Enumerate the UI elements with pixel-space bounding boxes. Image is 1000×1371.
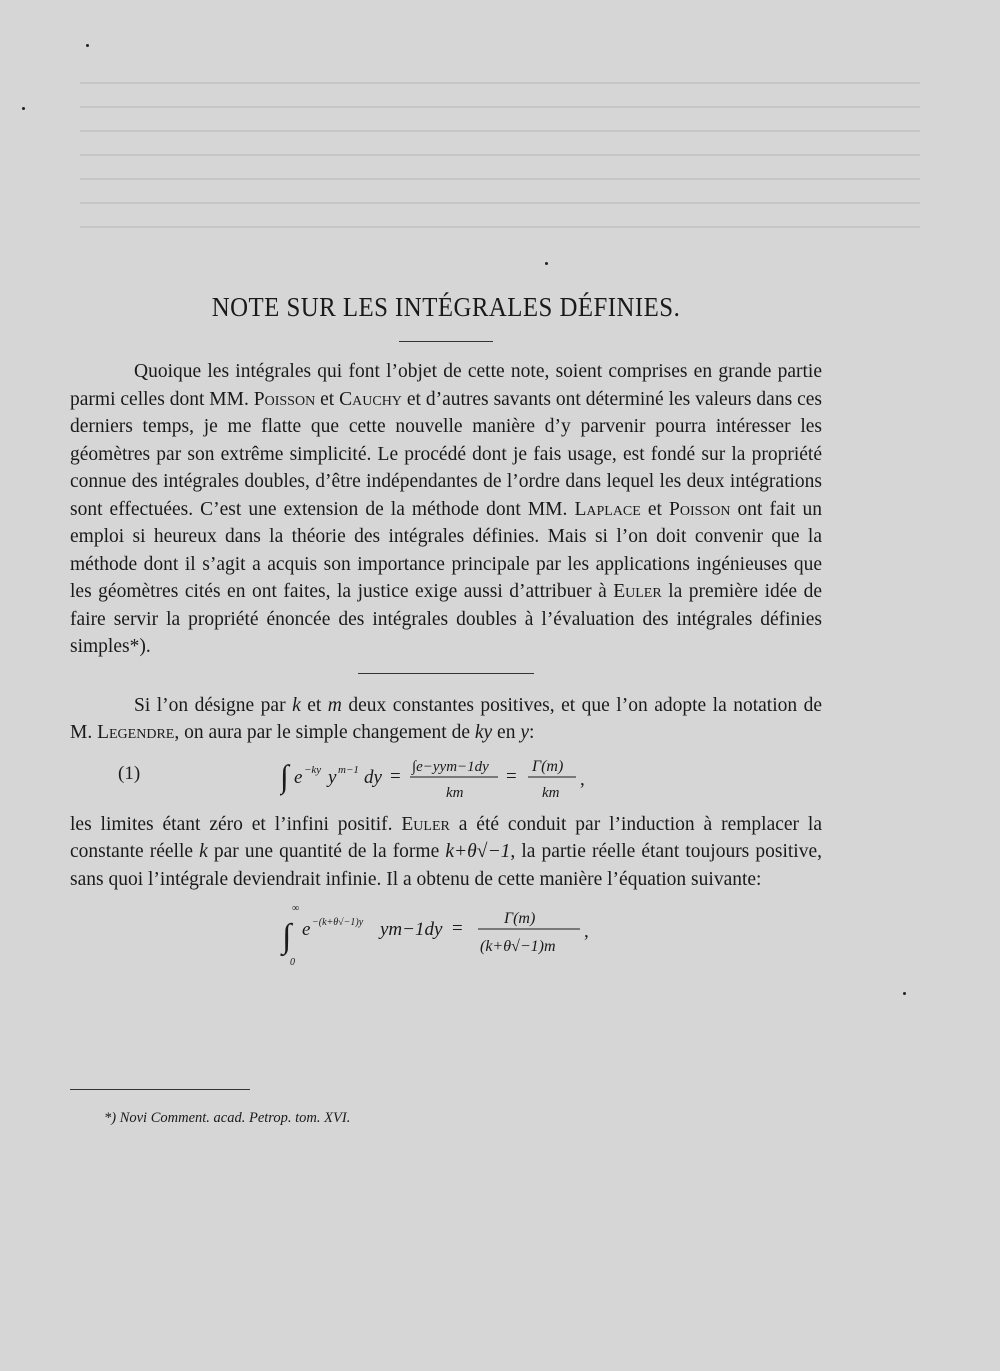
text-run: Si l’on désigne par	[134, 694, 293, 716]
name-laplace: Laplace	[574, 498, 641, 520]
svg-text:y: y	[328, 766, 337, 788]
svg-text:e: e	[294, 766, 303, 788]
title-divider	[399, 341, 493, 342]
name-cauchy: Cauchy	[339, 388, 402, 410]
integral-sign: ∫	[280, 757, 289, 794]
text-run: :	[528, 722, 535, 743]
text-run: ont fait un emploi si heureux dans la théorie des intégrales définies. Mais si l’on doit convenir que la méthode dont il s’agit a acquis son importance principale par les applications ingénieuses que les géomètres cités en ont faites, la justice exige aussi d’attribuer à	[70, 498, 822, 602]
svg-text:=: =	[506, 765, 517, 787]
svg-text:km: km	[542, 784, 560, 801]
svg-text:−ky: −ky	[304, 763, 322, 776]
svg-text:=: =	[452, 918, 463, 939]
footnote: *) Novi Comment. acad. Petrop. tom. XVI.	[104, 1110, 351, 1126]
equation-2	[70, 897, 822, 967]
svg-text:0: 0	[290, 957, 295, 967]
svg-text:ym−1dy: ym−1dy	[380, 919, 443, 940]
math-k: k	[199, 841, 208, 862]
svg-text:m−1: m−1	[338, 763, 359, 776]
math-m: m	[327, 694, 342, 716]
paragraph-intro	[70, 358, 822, 661]
text-run: en	[492, 722, 521, 743]
paragraph-euler	[70, 811, 822, 894]
footnote-rule	[70, 1089, 250, 1090]
svg-text:∞: ∞	[292, 903, 300, 914]
text-run: , on aura par le simple changement de	[174, 722, 475, 743]
text-run: a été conduit par l’induction à remplacer la constante réelle	[70, 813, 823, 862]
name-legendre: Legendre	[97, 722, 175, 743]
equation-1	[70, 749, 822, 807]
svg-text:e: e	[302, 919, 311, 940]
svg-text:,: ,	[580, 768, 585, 790]
svg-text:=: =	[390, 765, 401, 787]
svg-text:Γ(m): Γ(m)	[532, 757, 564, 775]
text-run: deux constantes positives, et que l’on adopte la notation de M.	[70, 694, 823, 743]
svg-text:dy: dy	[364, 766, 382, 788]
math-ky: ky	[474, 722, 493, 743]
text-run: les limites étant zéro et l’infini positif.	[70, 813, 402, 835]
name-poisson: Poisson	[669, 498, 731, 520]
page-title: NOTE SUR LES INTÉGRALES DÉFINIES.	[211, 292, 681, 322]
svg-text:km: km	[446, 784, 464, 801]
svg-text:∫e−yym−1dy: ∫e−yym−1dy	[412, 758, 489, 775]
integral-sign: ∫	[282, 918, 292, 955]
svg-text:,: ,	[584, 921, 589, 942]
text-run: et	[315, 388, 340, 410]
equation-number: (1)	[118, 762, 141, 784]
text-run: la première idée de faire servir la propriété énoncée des intégrales doubles à l’évaluation des intégrales définies simples*).	[70, 581, 822, 657]
svg-text:(k+θ√−1)m: (k+θ√−1)m	[480, 938, 556, 955]
text-run: , la partie réelle étant toujours positive, sans quoi l’intégrale deviendrait infinie. Il a obtenu de cette manière l’équation suivante:	[70, 841, 822, 890]
name-poisson: Poisson	[253, 388, 316, 410]
name-euler: Euler	[613, 581, 662, 602]
name-euler: Euler	[401, 813, 450, 835]
text-run: et	[640, 498, 670, 520]
text-run: Quoique les intégrales qui font l’objet de cette note, soient comprises en grande partie parmi celles dont MM.	[70, 361, 822, 410]
equation-2-formula	[280, 897, 740, 967]
equation-1-formula	[280, 749, 700, 807]
paragraph-notation	[70, 692, 822, 747]
math-complex-form: k+θ√−1	[445, 841, 511, 862]
math-y: y	[520, 722, 529, 743]
main-content	[70, 292, 822, 971]
svg-text:Γ(m): Γ(m)	[504, 910, 536, 927]
text-run: et d’autres savants ont déterminé les valeurs dans ces derniers temps, je me flatte que cette nouvelle manière d’y parvenir pourra intéresser les géomètres par son extrême simplicité. Le procédé dont je fais usage, est fondé sur la propriété connue des intégrales doubles, d’être indépendantes de l’ordre dans lequel les deux intégrations sont effectuées. C’est une extension de la méthode dont MM.	[70, 388, 822, 520]
math-k: k	[292, 694, 301, 716]
bleed-through-text	[80, 60, 920, 300]
text-run: et	[300, 694, 328, 716]
text-run: par une quantité de la forme	[207, 841, 446, 862]
section-divider	[358, 673, 534, 674]
svg-text:−(k+θ√−1)y: −(k+θ√−1)y	[312, 917, 364, 928]
